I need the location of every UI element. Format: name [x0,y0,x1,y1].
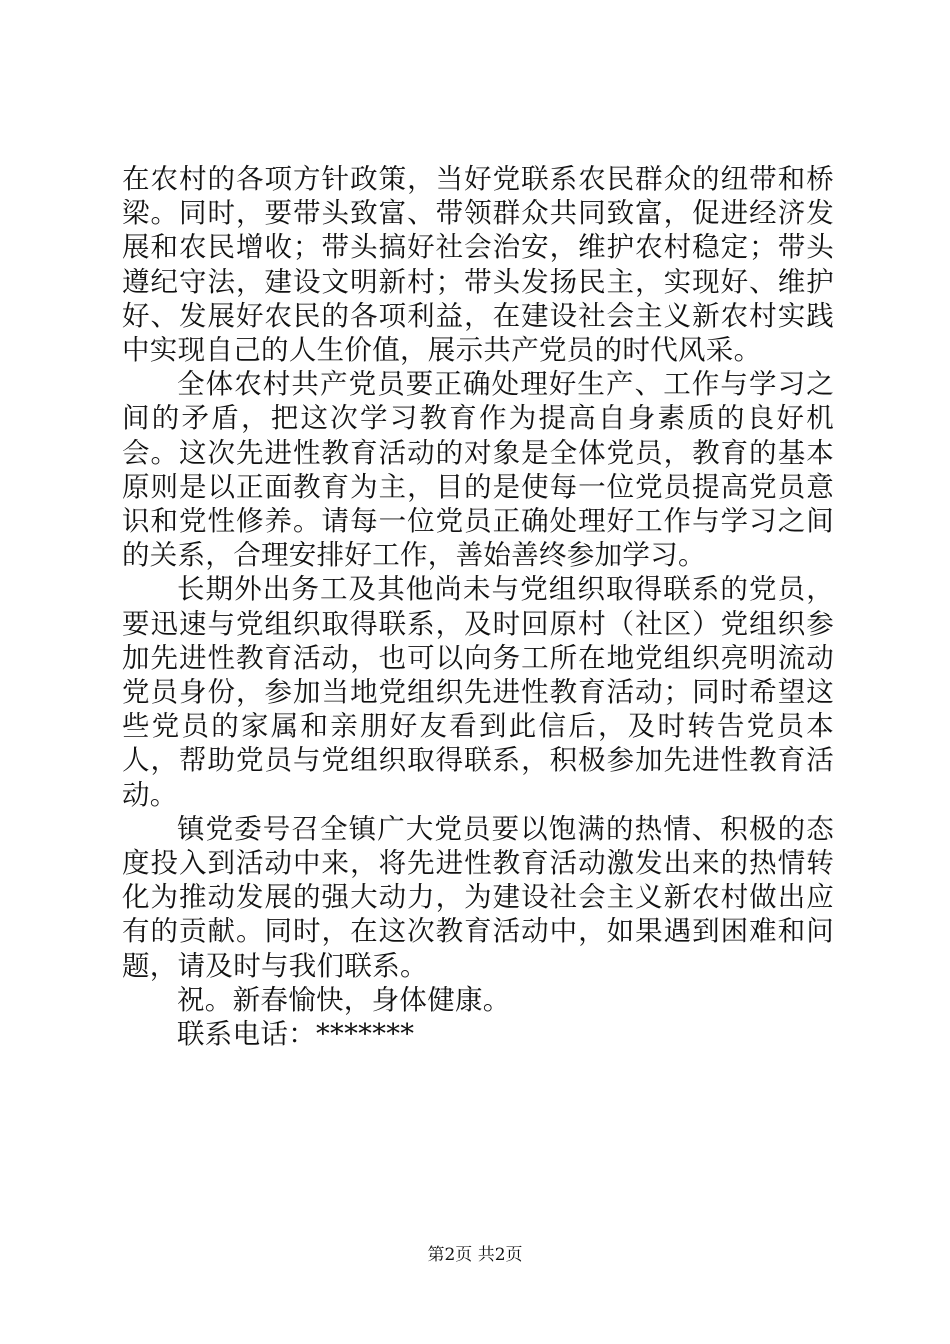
letter-body [122,162,834,1051]
paragraph-call-to-action: 镇党委号召全镇广大党员要以饱满的热情、积极的态度投入到活动中来，将先进性教育活动激发出来的热情转化为推动发展的强大动力，为建设社会主义新农村做出应有的贡献。同时，在这次教育活动中，如果遇到困难和问题，请及时与我们联系。 [122,812,834,982]
contact-phone: 联系电话：******* [177,1018,415,1051]
paragraph-study-balance: 全体农村共产党员要正确处理好生产、工作与学习之间的矛盾，把这次学习教育作为提高自身素质的良好机会。这次先进性教育活动的对象是全体党员，教育的基本原则是以正面教育为主，目的是使每一位党员提高党员意识和党性修养。请每一位党员正确处理好工作与学习之间的关系，合理安排好工作，善始善终参加学习。 [122,368,834,572]
page-number-footer: 第2页 共2页 [427,1245,523,1265]
closing-greeting: 祝。新春愉快，身体健康。 [177,983,511,1016]
paragraph-policy-duties: 在农村的各项方针政策，当好党联系农民群众的纽带和桥梁。同时，要带头致富、带领群众共同致富，促进经济发展和农民增收；带头搞好社会治安，维护农村稳定；带头遵纪守法，建设文明新村；带头发扬民主，实现好、维护好、发展好农民的各项利益，在建设社会主义新农村实践中实现自己的人生价值，展示共产党员的时代风采。 [122,163,834,367]
paragraph-migrant-members: 长期外出务工及其他尚未与党组织取得联系的党员，要迅速与党组织取得联系，及时回原村（社区）党组织参加先进性教育活动，也可以向务工所在地党组织亮明流动党员身份，参加当地党组织先进性教育活动；同时希望这些党员的家属和亲朋好友看到此信后，及时转告党员本人，帮助党员与党组织取得联系，积极参加先进性教育活动。 [122,573,834,811]
